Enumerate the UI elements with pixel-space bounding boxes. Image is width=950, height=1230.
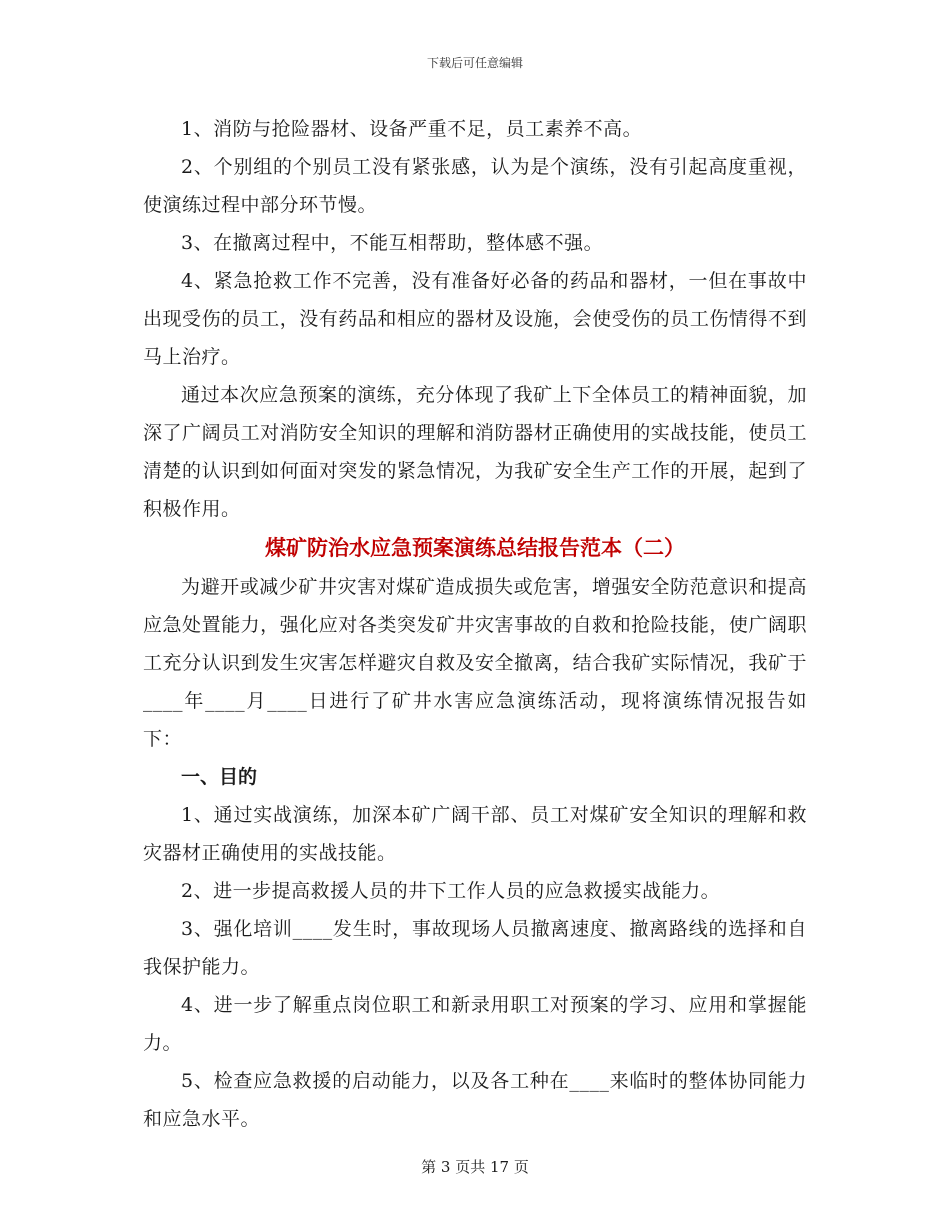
list-item: 1、消防与抢险器材、设备严重不足，员工素养不高。 <box>181 118 643 140</box>
list-item: 2、个别组的个别员工没有紧张感，认为是个演练，没有引起高度重视，使演练过程中部分环节慢。 <box>143 156 807 216</box>
conclusion-paragraph: 通过本次应急预案的演练，充分体现了我矿上下全体员工的精神面貌，加深了广阔员工对消防安全知识的理解和消防器材正确使用的实战技能，使员工清楚的认识到如何面对突发的紧急情况，为我矿安全生产工作的开展，起到了积极作用。 <box>143 384 807 520</box>
list-item: 1、通过实战演练，加深本矿广阔干部、员工对煤矿安全知识的理解和救灾器材正确使用的实战技能。 <box>143 804 807 864</box>
list-item: 4、进一步了解重点岗位职工和新录用职工对预案的学习、应用和掌握能力。 <box>143 994 807 1054</box>
page-header: 下载后可任意编辑 <box>426 56 523 70</box>
intro-paragraph: 为避开或减少矿井灾害对煤矿造成损失或危害，增强安全防范意识和提高应急处置能力，强化应对各类突发矿井灾害事故的自救和抢险技能，使广阔职工充分认识到发生灾害怎样避灾自救及安全撤离，结合我矿实际情况，我矿于____年____月____日进行了矿井水害应急演练活动，现将演练情况报告如下： <box>143 576 807 750</box>
document-body <box>143 110 807 1138</box>
list-item: 3、强化培训____发生时，事故现场人员撤离速度、撤离路线的选择和自我保护能力。 <box>143 918 807 978</box>
list-item: 2、进一步提高救援人员的井下工作人员的应急救援实战能力。 <box>181 880 721 902</box>
list-item: 4、紧急抢救工作不完善，没有准备好必备的药品和器材，一但在事故中出现受伤的员工，没有药品和相应的器材及设施，会使受伤的员工伤情得不到马上治疗。 <box>143 270 807 368</box>
section-title: 煤矿防治水应急预案演练总结报告范本（二） <box>265 536 685 560</box>
section-heading: 一、目的 <box>181 766 258 788</box>
list-item: 3、在撤离过程中，不能互相帮助，整体感不强。 <box>181 232 604 254</box>
page-number: 第 3 页共 17 页 <box>421 1158 529 1176</box>
list-item: 5、检查应急救援的启动能力，以及各工种在____来临时的整体协同能力和应急水平。 <box>143 1070 807 1130</box>
